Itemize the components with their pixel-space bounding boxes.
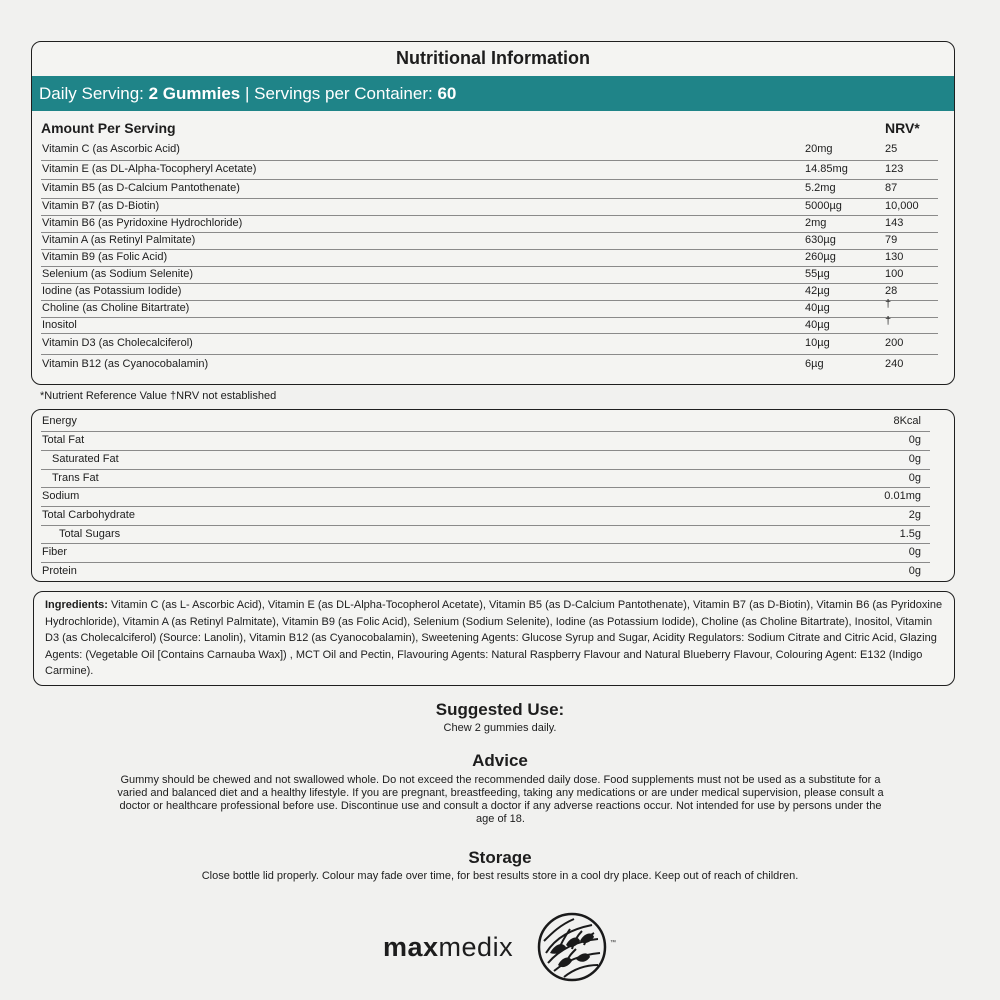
nutrient-name: Protein — [42, 565, 77, 577]
vitamin-nrv: 25 — [885, 143, 898, 155]
vitamin-nrv: † — [885, 298, 892, 310]
vitamin-name: Vitamin B5 (as D-Calcium Pantothenate) — [42, 182, 240, 194]
vitamin-amount: 630µg — [805, 234, 836, 246]
vitamin-name: Vitamin C (as Ascorbic Acid) — [42, 143, 180, 155]
vitamin-row — [32, 333, 932, 354]
nutrition-facts-panel — [31, 409, 955, 582]
nutrient-value: 1.5g — [899, 528, 921, 540]
leaf-circle-logo-icon — [536, 911, 608, 983]
nutrition-row — [42, 487, 921, 506]
vitamin-nrv: † — [885, 314, 892, 327]
servings-value: 60 — [437, 84, 457, 103]
nutrient-value: 0g — [908, 434, 921, 446]
advice-heading: Advice — [472, 751, 528, 770]
vitamin-row — [32, 300, 932, 317]
nutrient-value: 0g — [908, 472, 921, 484]
vitamin-amount: 5.2mg — [805, 182, 836, 194]
serving-band — [32, 76, 954, 111]
vitamin-row — [32, 354, 932, 374]
ingredients-label: Ingredients: — [45, 599, 108, 611]
vitamin-row — [32, 232, 932, 249]
vitamin-name: Selenium (as Sodium Selenite) — [42, 268, 194, 280]
nutrition-row — [42, 525, 921, 544]
ingredients-text — [34, 592, 954, 680]
storage-heading: Storage — [468, 848, 532, 867]
vitamin-name: Choline (as Choline Bitartrate) — [42, 302, 190, 314]
vitamin-nrv: 240 — [885, 357, 904, 370]
nutrient-name: Energy — [42, 415, 77, 427]
nutrient-name: Trans Fat — [52, 472, 99, 484]
ingredients-panel — [33, 591, 955, 686]
trademark: ™ — [610, 940, 616, 946]
vitamin-nrv: 28 — [885, 285, 898, 297]
nutrient-name: Total Sugars — [59, 528, 121, 540]
vitamin-row — [32, 266, 932, 283]
vitamin-row — [32, 215, 932, 232]
vitamin-name: Vitamin B9 (as Folic Acid) — [42, 251, 168, 263]
vitamin-name: Vitamin A (as Retinyl Palmitate) — [42, 234, 196, 246]
vitamin-name: Vitamin B12 (as Cyanocobalamin) — [42, 357, 209, 370]
vitamin-row — [32, 283, 932, 300]
vitamin-nrv: 87 — [885, 182, 898, 194]
nutrition-row — [42, 412, 921, 431]
vitamin-amount: 42µg — [805, 285, 830, 297]
vitamin-name: Vitamin D3 (as Cholecalciferol) — [42, 337, 193, 349]
nutrition-row — [42, 431, 921, 450]
vitamin-amount: 2mg — [805, 217, 827, 229]
brand-part1: max — [383, 932, 439, 962]
brand-wordmark — [383, 932, 513, 963]
nutrient-value: 8Kcal — [893, 415, 921, 427]
nutrition-row — [42, 562, 921, 581]
vitamin-nrv: 100 — [885, 268, 904, 280]
vitamin-name: Vitamin B7 (as D-Biotin) — [42, 200, 160, 212]
nutrition-row — [42, 469, 921, 488]
nutrient-value: 2g — [908, 509, 921, 521]
vitamin-name: Vitamin E (as DL-Alpha-Tocopheryl Acetate) — [42, 163, 257, 175]
vitamin-amount: 55µg — [805, 268, 830, 280]
vitamin-nrv: 123 — [885, 163, 904, 175]
vitamin-name: Vitamin B6 (as Pyridoxine Hydrochloride) — [42, 217, 243, 229]
nutrient-name: Sodium — [42, 490, 80, 502]
vitamins-header — [32, 117, 954, 139]
ingredients-body: Vitamin C (as L- Ascorbic Acid), Vitamin E (as DL-Alpha-Tocopherol Acetate), Vitamin B5 (as D-Calcium Pantothenate), Vitamin B7 (as D-Biotin), Vitamin B6 (as Pyridoxine Hydrochloride), Vitamin A (as Retinyl Palmitate), Vitamin B9 (as Folic Acid), Selenium (Sodium Selenite), Iodine (as Potassium Iodide), Choline (as Choline Bitartrate), Inositol, Vitamin D3 (as Cholecalciferol) (Source: Lanolin), Vitamin B12 (as Cyanocobalamin), Sweetening Agents: Glucose Syrup and Sugar, Acidity Regulators: Sodium Citrate and Citric Acid, Glazing Agents: (Vegetable Oil [Contains Carnauba Wax]) , MCT Oil and Pectin, Flavouring Agents: Natural Raspberry Flavour and Natural Blueberry Flavour, Colouring Agent: E132 (Indigo Carmine). — [45, 599, 943, 677]
nutrient-value: 0g — [908, 546, 921, 558]
vitamin-row — [32, 179, 932, 198]
vitamin-amount: 5000µg — [805, 200, 842, 212]
nrv-footnote: *Nutrient Reference Value †NRV not established — [40, 390, 277, 402]
vitamin-row — [32, 198, 932, 215]
vitamin-amount: 40µg — [805, 302, 830, 314]
vitamin-nrv: 130 — [885, 251, 904, 263]
nutrient-value: 0.01mg — [884, 490, 921, 502]
nutrient-name: Total Carbohydrate — [42, 509, 135, 521]
suggested-use-text: Chew 2 gummies daily. — [443, 722, 557, 734]
vitamin-nrv: 10,000 — [885, 200, 919, 212]
nutrient-value: 0g — [908, 453, 921, 465]
vitamin-amount: 20mg — [805, 143, 833, 155]
serving-value: 2 Gummies — [148, 84, 241, 103]
nutrient-name: Total Fat — [42, 434, 85, 446]
nutrient-name: Fiber — [42, 546, 68, 558]
suggested-use-heading: Suggested Use: — [435, 700, 565, 719]
vitamin-row — [32, 139, 932, 160]
amount-per-serving-heading: Amount Per Serving — [41, 120, 176, 136]
vitamin-row — [32, 314, 932, 333]
advice-text: Gummy should be chewed and not swallowed whole. Do not exceed the recommended daily dose. Food supplements must not be used as a substitute for a varied and balanced diet and a healthy lifestyle. If you are pregnant, breastfeeding, taking any medications or are under medical supervision, please consult a doctor or healthcare professional before use. Discontinue use and consult a doctor if any adverse reactions occur. Not intended for use by persons under the age of 18. — [117, 774, 884, 825]
vitamin-nrv: 200 — [885, 337, 904, 349]
nutrition-row — [42, 543, 921, 562]
nutrient-value: 0g — [908, 565, 921, 577]
vitamin-row — [32, 160, 932, 179]
brand-logo — [383, 908, 623, 988]
vitamin-row — [32, 249, 932, 266]
vitamin-amount: 10µg — [805, 337, 830, 349]
nutrition-row — [42, 450, 921, 469]
vitamin-name: Iodine (as Potassium Iodide) — [42, 285, 182, 297]
nrv-heading: NRV* — [885, 120, 920, 136]
serving-label: Daily Serving: — [39, 84, 149, 103]
vitamin-nrv: 143 — [885, 217, 904, 229]
panel-title: Nutritional Information — [396, 48, 590, 68]
servings-label: | Servings per Container: — [240, 84, 438, 103]
vitamin-amount: 260µg — [805, 251, 836, 263]
vitamin-amount: 6µg — [805, 357, 824, 370]
brand-part2: medix — [438, 932, 514, 962]
vitamin-amount: 40µg — [805, 318, 830, 331]
vitamin-name: Inositol — [42, 318, 77, 331]
nutrition-info-panel — [31, 41, 955, 385]
nutrition-row — [42, 506, 921, 525]
vitamin-amount: 14.85mg — [805, 163, 848, 175]
nutrient-name: Saturated Fat — [52, 453, 119, 465]
storage-text: Close bottle lid properly. Colour may fade over time, for best results store in a cool dry place. Keep out of reach of children. — [201, 870, 799, 882]
vitamin-nrv: 79 — [885, 234, 898, 246]
